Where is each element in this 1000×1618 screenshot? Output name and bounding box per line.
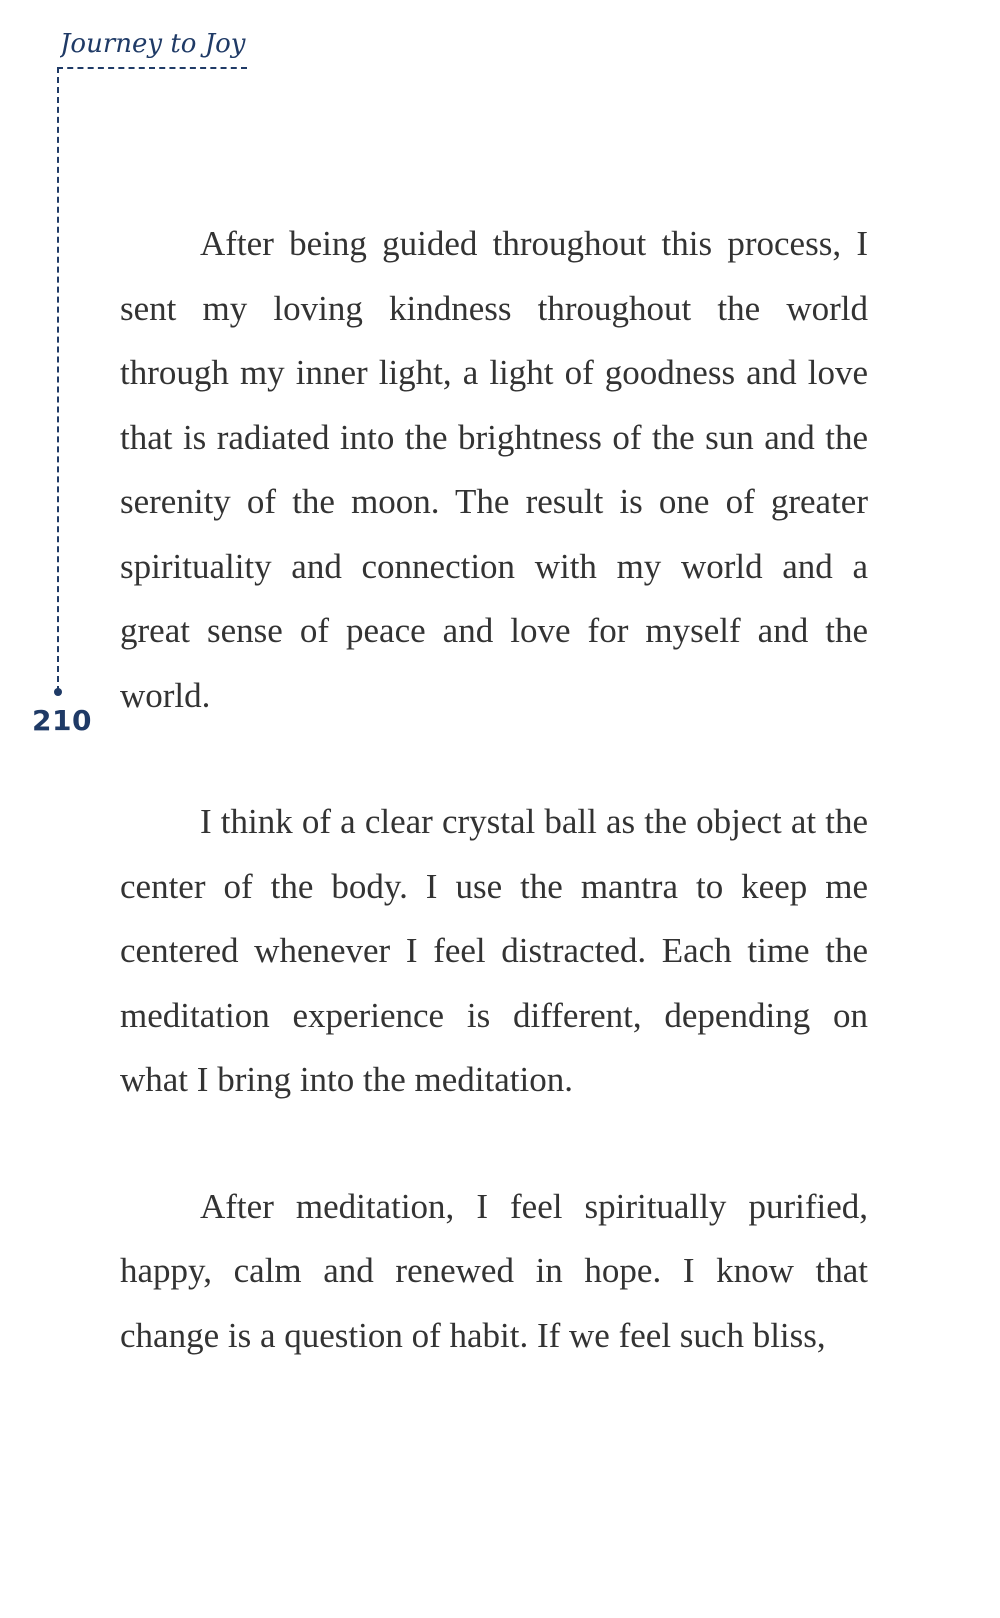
rule-end-dot bbox=[54, 688, 62, 696]
margin-dashed-rule bbox=[57, 67, 59, 692]
paragraph-2: I think of a clear crystal ball as the object at the center of the body. I use the mantra to keep me centered whenever I feel distracted. Each time the meditation experience is different, depending on what I bring into the meditation. bbox=[120, 802, 868, 1099]
running-head-text: Journey to Joy bbox=[60, 29, 246, 59]
body-text bbox=[120, 212, 868, 1430]
header-dashed-rule bbox=[57, 67, 247, 69]
paragraph-1: After being guided throughout this process, I sent my loving kindness throughout the world through my inner light, a light of goodness and love that is radiated into the brightness of the sun and the serenity of the moon. The result is one of greater spirituality and connection with my world and a great sense of peace and love for myself and the world. bbox=[120, 224, 868, 715]
page-number: 210 bbox=[32, 704, 92, 737]
paragraph-3: After meditation, I feel spiritually purified, happy, calm and renewed in hope. I know that change is a question of habit. If we feel such bliss, bbox=[120, 1186, 868, 1355]
